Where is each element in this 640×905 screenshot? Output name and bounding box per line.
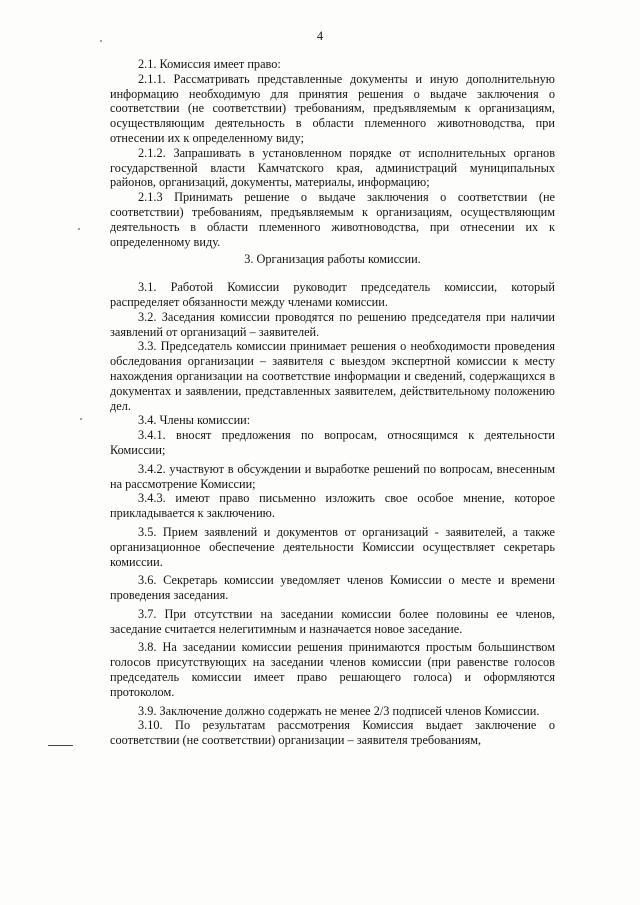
paragraph-3-8: 3.8. На заседании комиссии решения принимаются простым большинством голосов присутствующих на заседании членов комиссии (при равенстве голосов председатель комиссии имеет право решающего голоса) и оформляются протоколом.	[110, 640, 555, 699]
paragraph-3-1: 3.1. Работой Комиссии руководит председатель комиссии, который распределяет обязанности между членами комиссии.	[110, 280, 555, 309]
paragraph-3-6: 3.6. Секретарь комиссии уведомляет членов Комиссии о месте и времени проведения заседания.	[110, 573, 555, 603]
paragraph-2-1-2: 2.1.2. Запрашивать в установленном порядке от исполнительных органов государственной власти Камчатского края, администраций муниципальных районов, организаций, документы, материалы, информацию;	[110, 145, 555, 190]
paragraph-2-1-1: 2.1.1. Рассматривать представленные документы и иную дополнительную информацию необходимую для принятия решения о выдаче заключения о соответствии (не соответствии) требованиям, предъявляемым к организациям, осуществляющим деятельность в области племенного животноводства, при отнесении их к определенному виду;	[110, 71, 555, 145]
margin-scan-dot	[80, 418, 82, 420]
margin-scan-dot	[78, 228, 80, 230]
paragraph-3-4-3: 3.4.3. имеют право письменно изложить свое особое мнение, которое прикладывается к заключению.	[110, 491, 555, 521]
paragraph-3-4-1: 3.4.1. вносят предложения по вопросам, относящимся к деятельности Комиссии;	[110, 428, 555, 457]
page-number: 4	[316, 29, 324, 43]
paragraph-3-4: 3.4. Члены комиссии:	[138, 413, 251, 428]
document-body	[110, 57, 555, 748]
paragraph-3-4-2: 3.4.2. участвуют в обсуждении и выработке решений по вопросам, внесенным на рассмотрение Комиссии;	[110, 461, 555, 491]
section-heading-3: 3. Организация работы комиссии.	[244, 252, 421, 267]
paragraph-3-10: 3.10. По результатам рассмотрения Комиссия выдает заключение о соответствии (не соответствии) организации – заявителя требованиям,	[110, 718, 555, 748]
margin-scan-dot	[100, 40, 102, 42]
paragraph-2-1-3: 2.1.3 Принимать решение о выдаче заключения о соответствии (не соответствии) требованиям, предъявляемым к организациям, осуществляющим деятельность в области племенного животноводства, при отнесении их к определенному виду.	[110, 190, 555, 249]
paragraph-3-9: 3.9. Заключение должно содержать не менее 2/3 подписей членов Комиссии.	[138, 703, 540, 718]
paragraph-3-2: 3.2. Заседания комиссии проводятся по решению председателя при наличии заявлений от организаций – заявителей.	[110, 309, 555, 339]
paragraph-2-1: 2.1. Комиссия имеет право:	[138, 57, 281, 71]
paragraph-3-5: 3.5. Прием заявлений и документов от организаций - заявителей, а также организационное обеспечение деятельности Комиссии осуществляет секретарь комиссии.	[110, 524, 555, 569]
paragraph-3-7: 3.7. При отсутствии на заседании комиссии более половины ее членов, заседание считается нелегитимным и назначается новое заседание.	[110, 606, 555, 636]
paragraph-3-3: 3.3. Председатель комиссии принимает решения о необходимости проведения обследования организации – заявителя с выездом экспертной комиссии к месту нахождения организации на соответствие информации и сведений, содержащихся в документах и заявлении, представленных заявителем, действительному положению дел.	[110, 339, 555, 413]
margin-scan-mark	[48, 745, 73, 746]
